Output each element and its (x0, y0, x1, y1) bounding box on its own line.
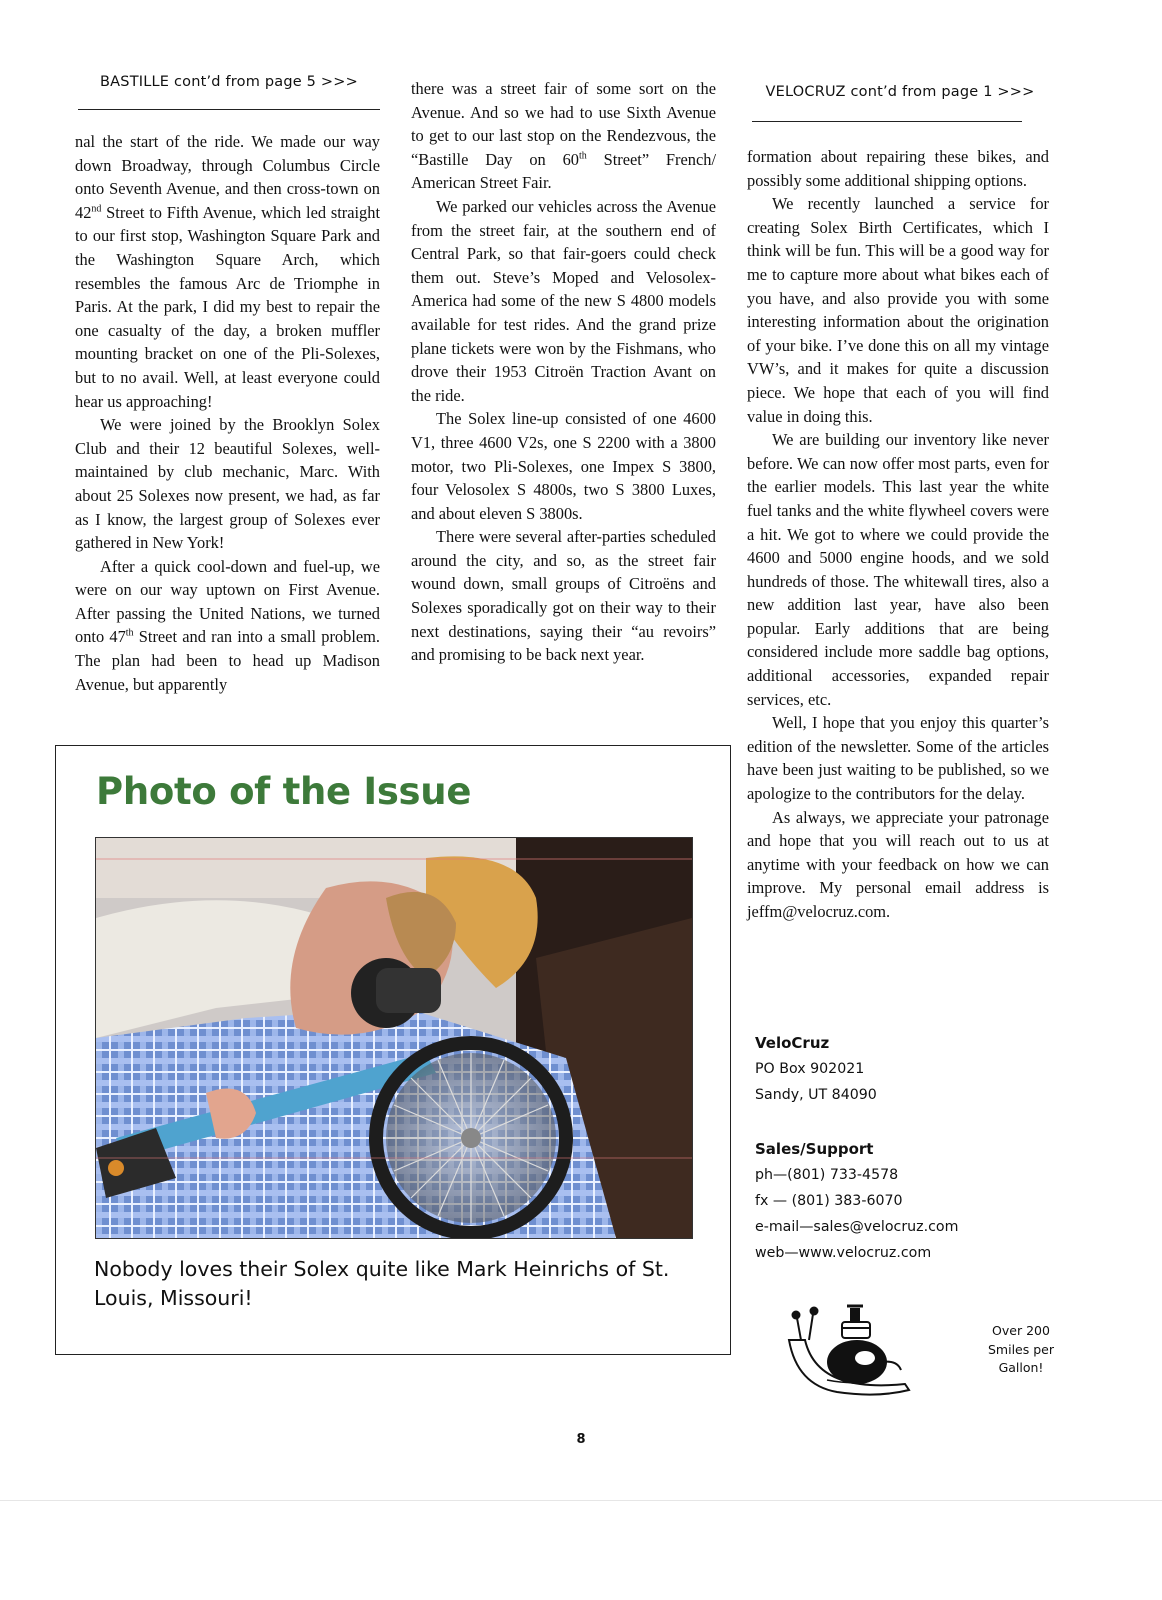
snail-mascot-icon (787, 1300, 917, 1410)
website: web—www.velocruz.com (755, 1245, 932, 1261)
po-box: PO Box 902021 (755, 1061, 865, 1077)
middle-column-paragraph: The Solex line-up consisted of one 4600 V1, three 4600 V2s, one S 2200 with a 3800 motor, two Pli-Solexes, one Impex S 3800, four Velosolex S 4800s, two S 3800 Luxes, and about eleven S 3800s. (411, 409, 716, 523)
phone-number: ph—(801) 733-4578 (755, 1167, 899, 1183)
right-column-paragraph: formation about repairing these bikes, and possibly some additional shipping options. (747, 147, 1049, 190)
right-column-paragraph: We recently launched a service for creating Solex Birth Certificates, which I think will be fun. This will be a good way for me to capture more about what bikes each of you have, and also provide you with some interesting information about the origination of your bike. I’ve done this on all my vintage VW’s, and it makes for quite a discussion piece. We hope that each of you will find value in doing this. (747, 194, 1049, 426)
sales-support-heading: Sales/Support (755, 1140, 874, 1158)
left-column-paragraph: After a quick cool-down and fuel-up, we were on our way uptown on First Avenue. After passing the United Nations, we turned onto 47th Street and ran into a small problem. The plan had been to head up Madison Avenue, but apparently (75, 556, 380, 694)
left-header-rule (78, 109, 380, 110)
page-edge-divider (0, 1500, 1162, 1501)
photo-of-issue-box (55, 745, 731, 1355)
left-column-paragraph: We were joined by the Brooklyn Solex Club and their 12 beautiful Solexes, well-maintained by club mechanic, Marc. With about 25 Solexes now present, we had, as far as I know, the largest group of Solexes ever gathered in New York! (75, 415, 380, 553)
photo-of-issue-title: Photo of the Issue (96, 770, 472, 813)
middle-column-paragraph: There were several after-parties scheduled around the city, and so, as the street fair wound down, small groups of Citroëns and Solexes sporadically got on their way to their next destinations, saying their “au revoirs” and promising to be back next year. (411, 527, 716, 665)
right-column-text (747, 145, 1049, 924)
page-number: 8 (576, 1432, 586, 1447)
middle-column-text (411, 77, 716, 667)
fax-number: fx — (801) 383-6070 (755, 1193, 903, 1209)
right-column-paragraph: We are building our inventory like never before. We can now offer most parts, even for the earlier models. This last year the white fuel tanks and the white flywheel covers were a hit. We got to where we could provide the 4600 and 5000 engine hoods, and we sold hundreds of those. The whitewall tires, also a new addition last year, have also been popular. Early additions that are being considered include more saddle bag options, additional accessories, expanded repair services, etc. (747, 430, 1049, 709)
left-column-paragraph: nal the start of the ride. We made our way down Broadway, through Columbus Circle onto Seventh Avenue, and then cross-town on 42nd Street to Fifth Avenue, which led straight to our first stop, Washington Square Park and the Washington Square Arch, which resembles the famous Arc de Triomphe in Paris. At the park, I did my best to repair the one casualty of the day, a broken muffler mounting bracket on one of the Pli-Solexes, but to no avail. Well, at least everyone could hear us approaching! (75, 132, 380, 411)
left-column-text (75, 130, 380, 696)
right-header-rule (752, 121, 1022, 122)
middle-column-paragraph: We parked our vehicles across the Avenue from the street fair, at the southern end of Central Park, so that fair-goers could check them out. Steve’s Moped and Velosolex-America had some of the new S 4800 models available for test rides. And the grand prize plane tickets were won by the Fishmans, who drove their 1953 Citroën Traction Avant on the ride. (411, 196, 716, 405)
velocruz-address (755, 1030, 877, 1108)
right-column-header: VELOCRUZ cont’d from page 1 >>> (765, 84, 1035, 100)
sales-support-info (755, 1136, 958, 1266)
middle-column-paragraph: there was a street fair of some sort on the Avenue. And so we had to use Sixth Avenue to get to our last stop on the Rendezvous, the “Bastille Day on 60th Street” French/ American Street Fair. (411, 79, 717, 193)
photo-image (95, 837, 693, 1239)
right-column-paragraph: As always, we appreciate your patronage and hope that you will reach out to us at anytime with your feedback on how we can improve. My personal email address is jeffm@velocruz.com. (747, 807, 1049, 921)
tagline: Over 200 Smiles per Gallon! (988, 1323, 1054, 1375)
city-state-zip: Sandy, UT 84090 (755, 1087, 877, 1103)
right-column-paragraph: Well, I hope that you enjoy this quarter’s edition of the newsletter. Some of the articles have been just waiting to be published, so we apologize to the contributors for the delay. (747, 713, 1049, 804)
photo-caption: Nobody loves their Solex quite like Mark Heinrichs of St. Louis, Missouri! (94, 1257, 670, 1310)
company-name: VeloCruz (755, 1034, 830, 1052)
sales-email: e-mail—sales@velocruz.com (755, 1219, 959, 1235)
left-column-header: BASTILLE cont’d from page 5 >>> (100, 74, 358, 90)
